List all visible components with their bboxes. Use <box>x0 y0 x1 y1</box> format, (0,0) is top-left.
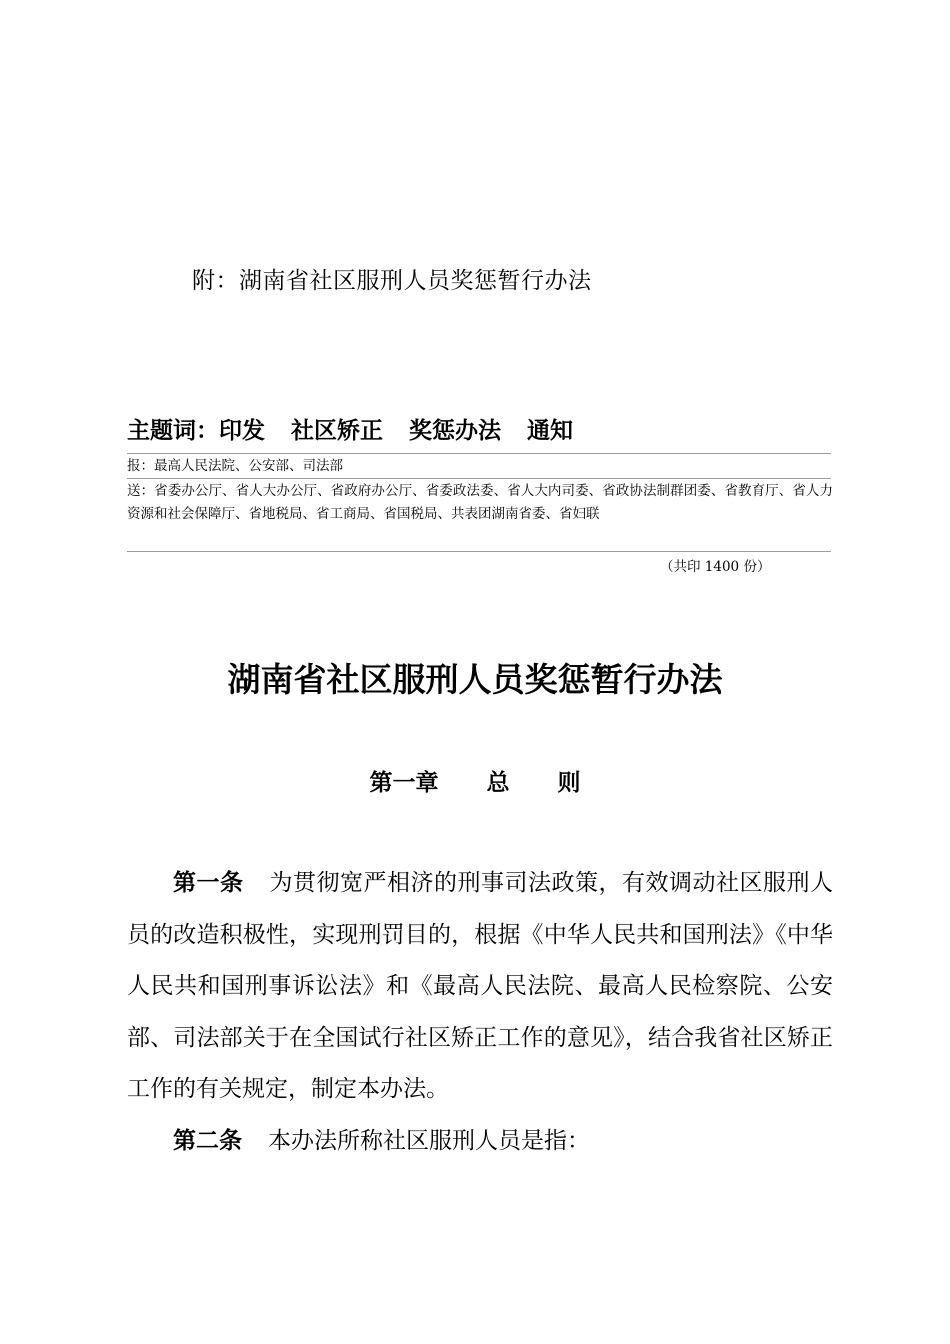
subject-label: 主题词： <box>127 418 219 444</box>
divider-line <box>127 551 831 552</box>
report-line: 报：最高人民法院、公安部、司法部 <box>127 458 343 474</box>
article-text: 为贯彻宽严相济的刑事司法政策，有效调动社区服刑人员的改造积极性，实现刑罚目的，根据《中华人民共和国刑法》《中华人民共和国刑事诉讼法》和《最高人民法院、最高人民检察院、公安部、司法部关于在全国试行社区矫正工作的意见》，结合我省社区矫正工作的有关规定，制定本办法。 <box>127 870 833 1102</box>
attachment-line: 附：湖南省社区服刑人员奖惩暂行办法 <box>192 268 592 294</box>
chapter-heading: 第一章 总 则 <box>369 770 581 796</box>
document-title: 湖南省社区服刑人员奖惩暂行办法 <box>227 660 723 699</box>
copies-line: （共印 1400 份） <box>660 559 771 575</box>
article-text: 本办法所称社区服刑人员是指： <box>268 1127 590 1154</box>
divider-line <box>127 478 831 479</box>
subject-keyword: 奖惩办法 <box>409 418 501 444</box>
subject-keyword: 印发 <box>219 418 265 444</box>
subject-keyword: 通知 <box>527 418 573 444</box>
article-label: 第二条 <box>173 1127 242 1154</box>
send-line: 送：省委办公厅、省人大办公厅、省政府办公厅、省委政法委、省人大内司委、省政协法制群团委、省教育厅、省人力资源和社会保障厅、省地税局、省工商局、省国税局、共表团湖南省委、省妇联 <box>127 483 833 522</box>
article-paragraph <box>127 1116 833 1168</box>
article-label: 第一条 <box>173 870 244 896</box>
article-paragraph <box>127 858 833 1116</box>
subject-keywords <box>127 412 573 445</box>
document-body <box>127 858 833 1167</box>
subject-keyword: 社区矫正 <box>291 418 383 444</box>
divider-line <box>127 453 831 454</box>
